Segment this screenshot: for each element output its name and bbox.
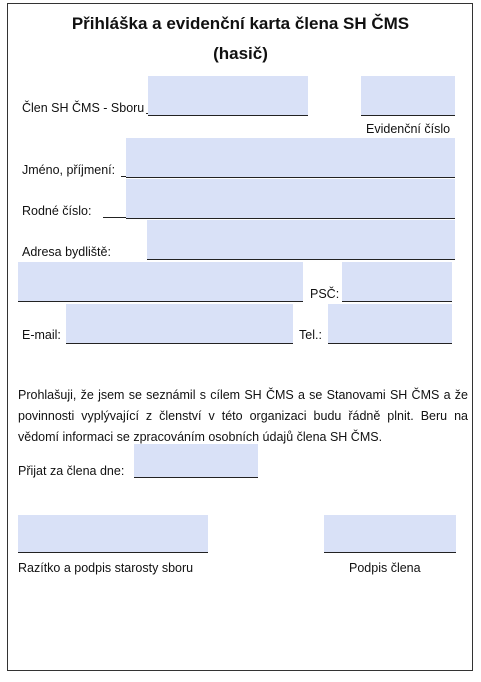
name-field[interactable] — [126, 138, 455, 178]
member-signature-label: Podpis člena — [349, 561, 421, 575]
declaration-text: Prohlašuji, že jsem se seznámil s cílem SH ČMS a se Stanovami SH ČMS a že povinnosti vyplývající z členství v této organizaci budu řádně plnit. Beru na vědomí informaci se zpracováním osobních údajů člena SH ČMS. — [18, 388, 468, 444]
psc-field[interactable] — [342, 262, 452, 302]
birth-number-label: Rodné číslo: — [22, 204, 92, 218]
member-signature-field[interactable] — [324, 515, 456, 553]
address-line2-field[interactable] — [18, 262, 303, 302]
phone-label: Tel.: — [299, 328, 322, 342]
email-field[interactable] — [66, 304, 293, 344]
stamp-signature-label: Razítko a podpis starosty sboru — [18, 561, 194, 575]
phone-field[interactable] — [328, 304, 452, 344]
birth-number-underline — [103, 217, 127, 218]
stamp-signature-field[interactable] — [18, 515, 208, 553]
form-title: Přihláška a evidenční karta člena SH ČMS — [71, 14, 410, 33]
birth-number-field[interactable] — [126, 179, 455, 219]
address-label: Adresa bydliště: — [22, 245, 111, 259]
member-field[interactable] — [148, 76, 308, 116]
address-field[interactable] — [147, 220, 455, 260]
name-label: Jméno, příjmení: — [22, 163, 116, 177]
email-label: E-mail: — [22, 328, 61, 342]
psc-label: PSČ: — [310, 287, 340, 301]
member-label: Člen SH ČMS - Sboru — [22, 101, 145, 115]
accepted-date-label: Přijat za člena dne: — [18, 464, 125, 478]
evidence-number-label: Evidenční číslo — [366, 122, 451, 136]
form-subtitle: (hasič) — [213, 44, 268, 63]
accepted-date-field[interactable] — [134, 444, 258, 478]
evidence-number-field[interactable] — [361, 76, 455, 116]
